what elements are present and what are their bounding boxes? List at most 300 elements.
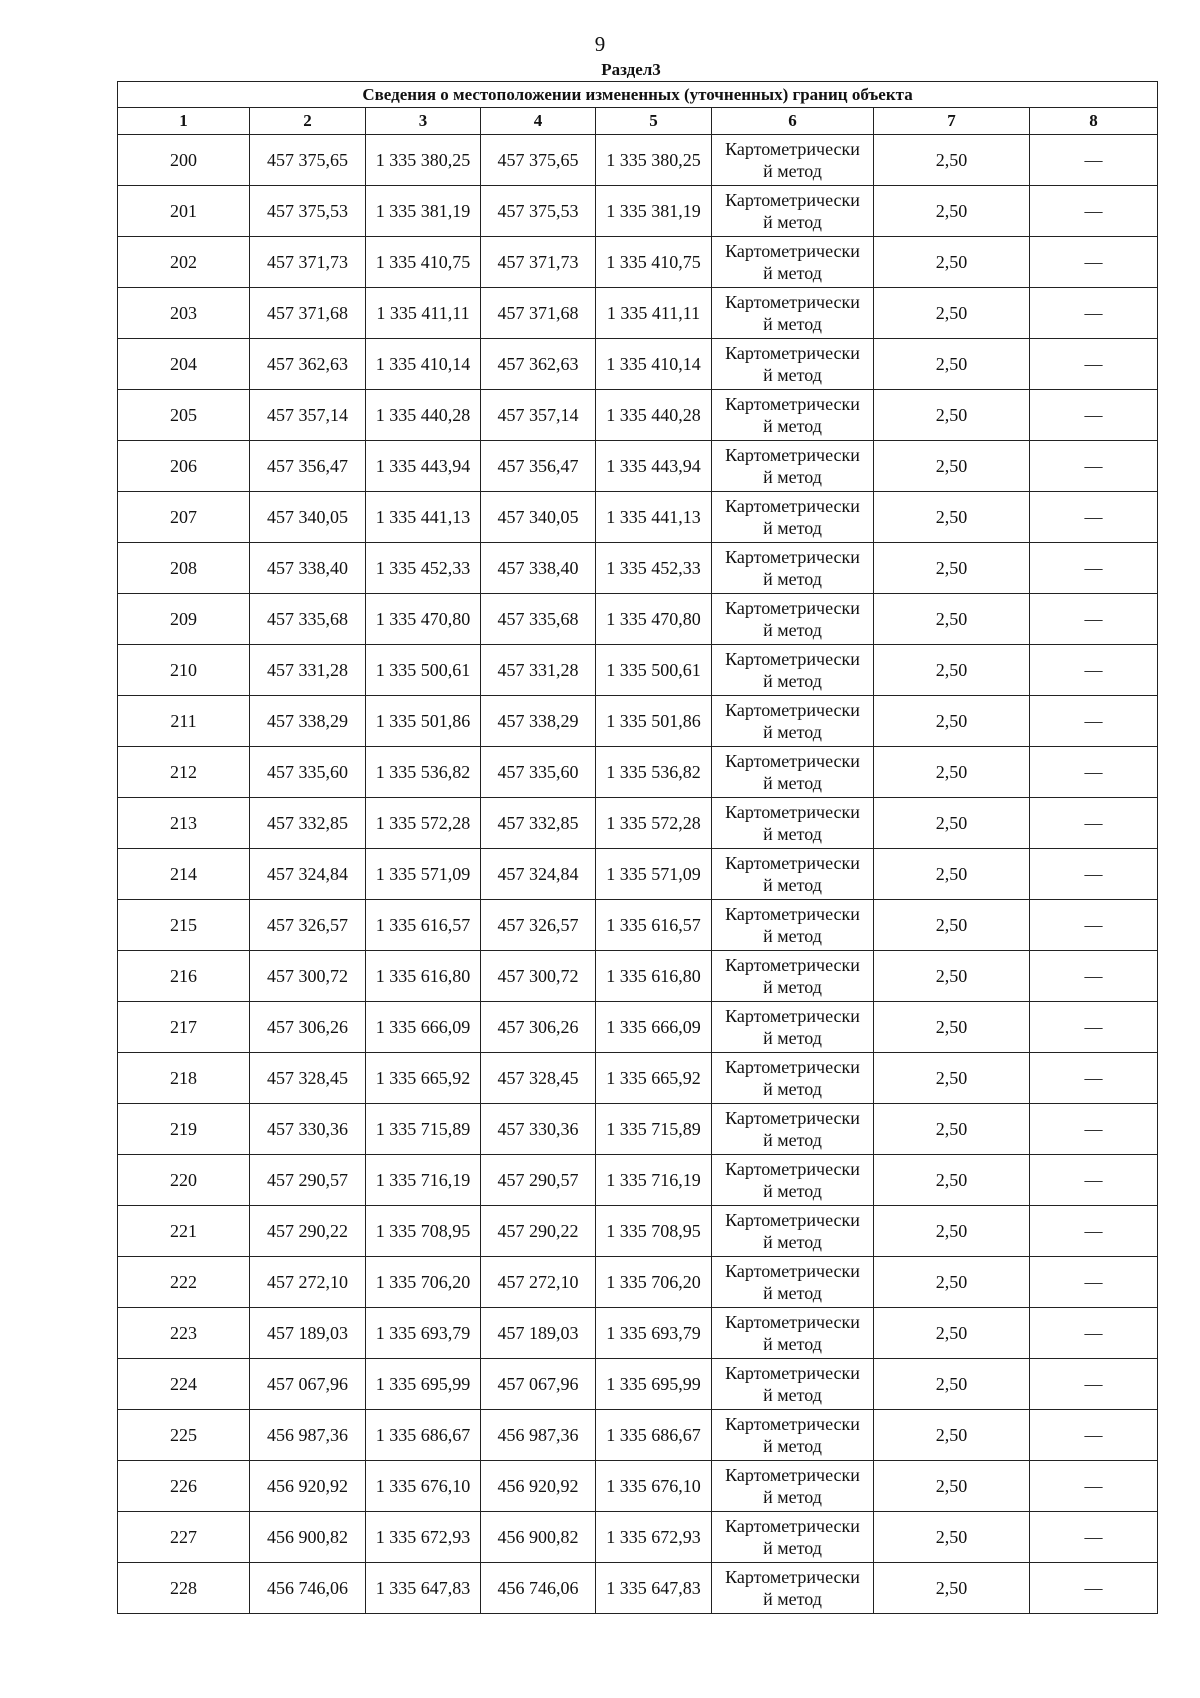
method-cell <box>712 1155 874 1206</box>
coordinate-cell: 457 306,26 <box>250 1002 366 1053</box>
point-number-cell: 225 <box>118 1410 250 1461</box>
coordinate-cell: 457 330,36 <box>250 1104 366 1155</box>
table-caption: Сведения о местоположении измененных (уточненных) границ объекта <box>118 82 1158 108</box>
coordinate-cell: 1 335 443,94 <box>596 441 712 492</box>
table-row <box>118 237 1158 288</box>
coordinate-cell: 457 290,22 <box>481 1206 596 1257</box>
method-line-1: Картометрически <box>725 1159 860 1179</box>
table-row <box>118 186 1158 237</box>
table-row <box>118 135 1158 186</box>
description-cell: — <box>1030 696 1158 747</box>
coordinate-cell: 1 335 695,99 <box>366 1359 481 1410</box>
method-line-2: й метод <box>763 416 822 436</box>
coordinate-cell: 1 335 500,61 <box>596 645 712 696</box>
accuracy-cell: 2,50 <box>874 1308 1030 1359</box>
coordinate-cell: 1 335 441,13 <box>596 492 712 543</box>
accuracy-cell: 2,50 <box>874 1512 1030 1563</box>
table-row <box>118 798 1158 849</box>
table-body <box>118 135 1158 1614</box>
method-cell <box>712 951 874 1002</box>
accuracy-cell: 2,50 <box>874 1410 1030 1461</box>
coordinate-cell: 457 332,85 <box>481 798 596 849</box>
table-row <box>118 1563 1158 1614</box>
method-line-2: й метод <box>763 569 822 589</box>
description-cell: — <box>1030 1002 1158 1053</box>
coordinate-cell: 457 335,60 <box>481 747 596 798</box>
point-number-cell: 203 <box>118 288 250 339</box>
coordinate-cell: 1 335 672,93 <box>366 1512 481 1563</box>
accuracy-cell: 2,50 <box>874 339 1030 390</box>
method-line-2: й метод <box>763 263 822 283</box>
method-line-2: й метод <box>763 824 822 844</box>
point-number-cell: 228 <box>118 1563 250 1614</box>
description-cell: — <box>1030 288 1158 339</box>
coordinate-cell: 1 335 452,33 <box>366 543 481 594</box>
coordinate-cell: 1 335 616,57 <box>596 900 712 951</box>
accuracy-cell: 2,50 <box>874 645 1030 696</box>
method-line-2: й метод <box>763 1334 822 1354</box>
method-line-1: Картометрически <box>725 1567 860 1587</box>
description-cell: — <box>1030 1206 1158 1257</box>
accuracy-cell: 2,50 <box>874 1257 1030 1308</box>
table-row <box>118 1461 1158 1512</box>
point-number-cell: 205 <box>118 390 250 441</box>
column-number-row <box>118 108 1158 135</box>
method-line-2: й метод <box>763 1283 822 1303</box>
method-cell <box>712 135 874 186</box>
table-row <box>118 1002 1158 1053</box>
method-line-1: Картометрически <box>725 1006 860 1026</box>
point-number-cell: 222 <box>118 1257 250 1308</box>
coordinate-cell: 1 335 410,14 <box>366 339 481 390</box>
point-number-cell: 213 <box>118 798 250 849</box>
accuracy-cell: 2,50 <box>874 237 1030 288</box>
point-number-cell: 211 <box>118 696 250 747</box>
coordinate-cell: 457 331,28 <box>481 645 596 696</box>
accuracy-cell: 2,50 <box>874 696 1030 747</box>
accuracy-cell: 2,50 <box>874 594 1030 645</box>
method-line-2: й метод <box>763 1079 822 1099</box>
method-cell <box>712 1461 874 1512</box>
method-line-2: й метод <box>763 1181 822 1201</box>
coordinate-cell: 457 189,03 <box>481 1308 596 1359</box>
method-line-2: й метод <box>763 1130 822 1150</box>
coordinate-cell: 457 335,68 <box>250 594 366 645</box>
description-cell: — <box>1030 849 1158 900</box>
column-number-2: 2 <box>250 108 366 135</box>
method-cell <box>712 1512 874 1563</box>
coordinate-cell: 1 335 572,28 <box>596 798 712 849</box>
coordinate-cell: 1 335 440,28 <box>596 390 712 441</box>
coordinate-cell: 457 324,84 <box>250 849 366 900</box>
coordinate-cell: 457 357,14 <box>481 390 596 441</box>
coordinate-cell: 457 300,72 <box>481 951 596 1002</box>
coordinate-cell: 1 335 411,11 <box>596 288 712 339</box>
method-cell <box>712 1410 874 1461</box>
table-row <box>118 747 1158 798</box>
coordinate-cell: 457 340,05 <box>481 492 596 543</box>
coordinate-cell: 1 335 571,09 <box>596 849 712 900</box>
method-cell <box>712 594 874 645</box>
coordinate-cell: 1 335 452,33 <box>596 543 712 594</box>
method-line-1: Картометрически <box>725 1210 860 1230</box>
method-line-1: Картометрически <box>725 1057 860 1077</box>
method-cell <box>712 288 874 339</box>
point-number-cell: 212 <box>118 747 250 798</box>
method-line-1: Картометрически <box>725 751 860 771</box>
method-line-1: Картометрически <box>725 1108 860 1128</box>
page-number: 9 <box>594 32 606 56</box>
description-cell: — <box>1030 186 1158 237</box>
description-cell: — <box>1030 900 1158 951</box>
coordinate-cell: 1 335 380,25 <box>366 135 481 186</box>
table-row <box>118 1155 1158 1206</box>
description-cell: — <box>1030 1257 1158 1308</box>
method-line-2: й метод <box>763 977 822 997</box>
point-number-cell: 208 <box>118 543 250 594</box>
coordinate-cell: 1 335 500,61 <box>366 645 481 696</box>
coordinate-cell: 1 335 501,86 <box>366 696 481 747</box>
table-row <box>118 492 1158 543</box>
method-line-2: й метод <box>763 773 822 793</box>
method-line-1: Картометрически <box>725 1465 860 1485</box>
method-line-1: Картометрически <box>725 496 860 516</box>
description-cell: — <box>1030 1155 1158 1206</box>
point-number-cell: 221 <box>118 1206 250 1257</box>
coordinate-cell: 1 335 706,20 <box>366 1257 481 1308</box>
column-number-4: 4 <box>481 108 596 135</box>
coordinate-cell: 457 189,03 <box>250 1308 366 1359</box>
coordinate-cell: 1 335 381,19 <box>596 186 712 237</box>
method-cell <box>712 1563 874 1614</box>
point-number-cell: 223 <box>118 1308 250 1359</box>
coordinate-cell: 1 335 676,10 <box>596 1461 712 1512</box>
method-line-1: Картометрически <box>725 547 860 567</box>
accuracy-cell: 2,50 <box>874 441 1030 492</box>
table-row <box>118 951 1158 1002</box>
table-row <box>118 1104 1158 1155</box>
method-cell <box>712 1053 874 1104</box>
accuracy-cell: 2,50 <box>874 390 1030 441</box>
coordinate-cell: 456 900,82 <box>250 1512 366 1563</box>
description-cell: — <box>1030 1461 1158 1512</box>
coordinate-cell: 1 335 676,10 <box>366 1461 481 1512</box>
description-cell: — <box>1030 645 1158 696</box>
coordinate-cell: 1 335 666,09 <box>366 1002 481 1053</box>
point-number-cell: 216 <box>118 951 250 1002</box>
coordinate-cell: 1 335 443,94 <box>366 441 481 492</box>
method-line-1: Картометрически <box>725 955 860 975</box>
method-line-2: й метод <box>763 1436 822 1456</box>
coordinate-cell: 1 335 716,19 <box>596 1155 712 1206</box>
point-number-cell: 219 <box>118 1104 250 1155</box>
table-row <box>118 1206 1158 1257</box>
description-cell: — <box>1030 237 1158 288</box>
table-row <box>118 390 1158 441</box>
column-number-5: 5 <box>596 108 712 135</box>
method-line-2: й метод <box>763 1385 822 1405</box>
method-cell <box>712 798 874 849</box>
coordinate-cell: 1 335 616,80 <box>366 951 481 1002</box>
coordinate-cell: 456 987,36 <box>481 1410 596 1461</box>
description-cell: — <box>1030 747 1158 798</box>
method-cell <box>712 849 874 900</box>
method-line-1: Картометрически <box>725 649 860 669</box>
coordinate-cell: 1 335 411,11 <box>366 288 481 339</box>
coordinates-table <box>117 81 1158 1614</box>
coordinate-cell: 457 290,57 <box>250 1155 366 1206</box>
method-line-1: Картометрически <box>725 394 860 414</box>
coordinate-cell: 1 335 501,86 <box>596 696 712 747</box>
point-number-cell: 206 <box>118 441 250 492</box>
table-row <box>118 441 1158 492</box>
accuracy-cell: 2,50 <box>874 1563 1030 1614</box>
method-cell <box>712 492 874 543</box>
table-row <box>118 1512 1158 1563</box>
method-line-1: Картометрически <box>725 343 860 363</box>
description-cell: — <box>1030 951 1158 1002</box>
point-number-cell: 224 <box>118 1359 250 1410</box>
point-number-cell: 207 <box>118 492 250 543</box>
method-line-1: Картометрически <box>725 1516 860 1536</box>
method-line-1: Картометрически <box>725 445 860 465</box>
method-line-2: й метод <box>763 1232 822 1252</box>
coordinate-cell: 457 335,68 <box>481 594 596 645</box>
coordinate-cell: 457 362,63 <box>250 339 366 390</box>
column-number-3: 3 <box>366 108 481 135</box>
method-line-2: й метод <box>763 926 822 946</box>
method-cell <box>712 645 874 696</box>
description-cell: — <box>1030 1308 1158 1359</box>
table-row <box>118 288 1158 339</box>
point-number-cell: 218 <box>118 1053 250 1104</box>
coordinate-cell: 1 335 380,25 <box>596 135 712 186</box>
method-cell <box>712 696 874 747</box>
coordinate-cell: 1 335 647,83 <box>366 1563 481 1614</box>
accuracy-cell: 2,50 <box>874 900 1030 951</box>
coordinate-cell: 457 356,47 <box>481 441 596 492</box>
column-number-7: 7 <box>874 108 1030 135</box>
method-line-2: й метод <box>763 671 822 691</box>
method-cell <box>712 237 874 288</box>
table-row <box>118 543 1158 594</box>
coordinate-cell: 1 335 716,19 <box>366 1155 481 1206</box>
method-cell <box>712 543 874 594</box>
method-line-2: й метод <box>763 1487 822 1507</box>
coordinate-cell: 1 335 536,82 <box>596 747 712 798</box>
method-cell <box>712 441 874 492</box>
coordinate-cell: 1 335 572,28 <box>366 798 481 849</box>
coordinate-cell: 1 335 708,95 <box>366 1206 481 1257</box>
method-line-2: й метод <box>763 365 822 385</box>
point-number-cell: 215 <box>118 900 250 951</box>
method-cell <box>712 390 874 441</box>
method-line-1: Картометрически <box>725 853 860 873</box>
method-line-2: й метод <box>763 518 822 538</box>
coordinate-cell: 457 375,53 <box>250 186 366 237</box>
description-cell: — <box>1030 1410 1158 1461</box>
coordinate-cell: 457 375,53 <box>481 186 596 237</box>
coordinate-cell: 457 330,36 <box>481 1104 596 1155</box>
coordinate-cell: 457 326,57 <box>481 900 596 951</box>
coordinate-cell: 457 340,05 <box>250 492 366 543</box>
coordinate-cell: 457 290,22 <box>250 1206 366 1257</box>
accuracy-cell: 2,50 <box>874 492 1030 543</box>
coordinate-cell: 1 335 695,99 <box>596 1359 712 1410</box>
description-cell: — <box>1030 1104 1158 1155</box>
method-cell <box>712 1308 874 1359</box>
method-line-1: Картометрически <box>725 1363 860 1383</box>
coordinate-cell: 1 335 672,93 <box>596 1512 712 1563</box>
table-row <box>118 849 1158 900</box>
coordinate-cell: 1 335 470,80 <box>596 594 712 645</box>
accuracy-cell: 2,50 <box>874 543 1030 594</box>
coordinate-cell: 1 335 693,79 <box>596 1308 712 1359</box>
table-row <box>118 900 1158 951</box>
coordinate-cell: 457 332,85 <box>250 798 366 849</box>
accuracy-cell: 2,50 <box>874 1155 1030 1206</box>
accuracy-cell: 2,50 <box>874 1002 1030 1053</box>
method-cell <box>712 1359 874 1410</box>
coordinate-cell: 1 335 536,82 <box>366 747 481 798</box>
coordinate-cell: 456 987,36 <box>250 1410 366 1461</box>
method-line-2: й метод <box>763 314 822 334</box>
coordinate-cell: 1 335 686,67 <box>366 1410 481 1461</box>
description-cell: — <box>1030 594 1158 645</box>
coordinate-cell: 457 328,45 <box>481 1053 596 1104</box>
method-line-1: Картометрически <box>725 139 860 159</box>
coordinate-cell: 457 338,29 <box>481 696 596 747</box>
point-number-cell: 209 <box>118 594 250 645</box>
description-cell: — <box>1030 1053 1158 1104</box>
coordinate-cell: 1 335 686,67 <box>596 1410 712 1461</box>
coordinate-cell: 457 272,10 <box>250 1257 366 1308</box>
method-line-2: й метод <box>763 722 822 742</box>
method-line-1: Картометрически <box>725 1261 860 1281</box>
coordinate-cell: 1 335 708,95 <box>596 1206 712 1257</box>
coordinate-cell: 1 335 666,09 <box>596 1002 712 1053</box>
coordinate-cell: 457 272,10 <box>481 1257 596 1308</box>
description-cell: — <box>1030 135 1158 186</box>
method-line-1: Картометрически <box>725 241 860 261</box>
method-cell <box>712 900 874 951</box>
coordinate-cell: 457 067,96 <box>250 1359 366 1410</box>
table-row <box>118 1053 1158 1104</box>
point-number-cell: 220 <box>118 1155 250 1206</box>
method-line-1: Картометрически <box>725 190 860 210</box>
table-row <box>118 1257 1158 1308</box>
coordinate-cell: 457 290,57 <box>481 1155 596 1206</box>
table-row <box>118 645 1158 696</box>
method-line-1: Картометрически <box>725 1312 860 1332</box>
accuracy-cell: 2,50 <box>874 288 1030 339</box>
coordinate-cell: 456 746,06 <box>481 1563 596 1614</box>
point-number-cell: 200 <box>118 135 250 186</box>
table-row <box>118 1308 1158 1359</box>
coordinate-cell: 1 335 470,80 <box>366 594 481 645</box>
method-line-2: й метод <box>763 161 822 181</box>
method-line-2: й метод <box>763 620 822 640</box>
method-cell <box>712 1206 874 1257</box>
coordinate-cell: 1 335 571,09 <box>366 849 481 900</box>
accuracy-cell: 2,50 <box>874 1104 1030 1155</box>
description-cell: — <box>1030 390 1158 441</box>
coordinate-cell: 1 335 665,92 <box>596 1053 712 1104</box>
coordinate-cell: 457 324,84 <box>481 849 596 900</box>
coordinate-cell: 457 371,73 <box>250 237 366 288</box>
table-row <box>118 594 1158 645</box>
section-title: Раздел3 <box>601 60 661 79</box>
coordinate-cell: 1 335 715,89 <box>366 1104 481 1155</box>
table-row <box>118 696 1158 747</box>
point-number-cell: 217 <box>118 1002 250 1053</box>
coordinate-cell: 456 746,06 <box>250 1563 366 1614</box>
coordinate-cell: 457 331,28 <box>250 645 366 696</box>
coordinate-cell: 1 335 410,14 <box>596 339 712 390</box>
coordinate-cell: 1 335 693,79 <box>366 1308 481 1359</box>
method-cell <box>712 1257 874 1308</box>
coordinate-cell: 457 306,26 <box>481 1002 596 1053</box>
description-cell: — <box>1030 798 1158 849</box>
method-cell <box>712 1002 874 1053</box>
description-cell: — <box>1030 543 1158 594</box>
coordinate-cell: 457 335,60 <box>250 747 366 798</box>
accuracy-cell: 2,50 <box>874 1461 1030 1512</box>
method-line-2: й метод <box>763 467 822 487</box>
coordinate-cell: 457 326,57 <box>250 900 366 951</box>
coordinate-cell: 457 338,29 <box>250 696 366 747</box>
point-number-cell: 204 <box>118 339 250 390</box>
coordinate-cell: 1 335 647,83 <box>596 1563 712 1614</box>
coordinate-cell: 457 357,14 <box>250 390 366 441</box>
accuracy-cell: 2,50 <box>874 1206 1030 1257</box>
coordinate-cell: 1 335 665,92 <box>366 1053 481 1104</box>
accuracy-cell: 2,50 <box>874 1359 1030 1410</box>
coordinate-cell: 457 371,68 <box>250 288 366 339</box>
method-line-1: Картометрически <box>725 700 860 720</box>
method-cell <box>712 1104 874 1155</box>
accuracy-cell: 2,50 <box>874 186 1030 237</box>
coordinate-cell: 457 375,65 <box>250 135 366 186</box>
method-line-1: Картометрически <box>725 598 860 618</box>
coordinate-cell: 456 920,92 <box>250 1461 366 1512</box>
method-cell <box>712 186 874 237</box>
method-cell <box>712 747 874 798</box>
coordinate-cell: 457 067,96 <box>481 1359 596 1410</box>
coordinate-cell: 1 335 381,19 <box>366 186 481 237</box>
table-row <box>118 1359 1158 1410</box>
method-line-1: Картометрически <box>725 802 860 822</box>
description-cell: — <box>1030 339 1158 390</box>
accuracy-cell: 2,50 <box>874 798 1030 849</box>
table-row <box>118 339 1158 390</box>
description-cell: — <box>1030 441 1158 492</box>
method-line-2: й метод <box>763 1028 822 1048</box>
method-line-1: Картометрически <box>725 904 860 924</box>
point-number-cell: 210 <box>118 645 250 696</box>
method-line-2: й метод <box>763 1538 822 1558</box>
coordinate-cell: 1 335 616,80 <box>596 951 712 1002</box>
accuracy-cell: 2,50 <box>874 951 1030 1002</box>
coordinate-cell: 457 328,45 <box>250 1053 366 1104</box>
point-number-cell: 227 <box>118 1512 250 1563</box>
description-cell: — <box>1030 492 1158 543</box>
method-line-1: Картометрически <box>725 1414 860 1434</box>
accuracy-cell: 2,50 <box>874 135 1030 186</box>
coordinate-cell: 457 338,40 <box>481 543 596 594</box>
coordinate-cell: 457 371,68 <box>481 288 596 339</box>
description-cell: — <box>1030 1563 1158 1614</box>
